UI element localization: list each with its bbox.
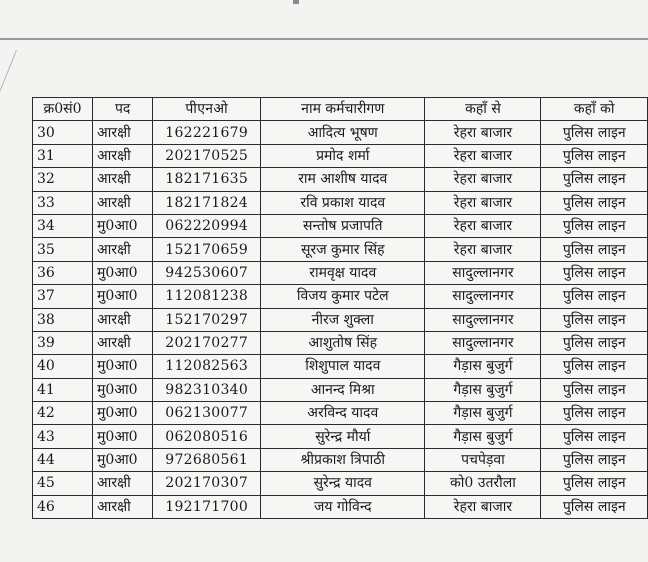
cell-post: आरक्षी <box>93 331 153 354</box>
cell-pno: 152170297 <box>153 308 261 331</box>
cell-pno: 182171824 <box>153 191 261 214</box>
table-row <box>33 191 648 214</box>
cell-pno: 202170307 <box>153 472 261 495</box>
table-row <box>33 472 648 495</box>
cell-name: रामवृक्ष यादव <box>261 261 425 284</box>
header-serial: क्र0सं0 <box>33 98 93 121</box>
cell-pno: 112082563 <box>153 355 261 378</box>
table-row <box>33 168 648 191</box>
cell-name: राम आशीष यादव <box>261 168 425 191</box>
cell-serial: 37 <box>33 285 93 308</box>
cell-serial: 39 <box>33 331 93 354</box>
cell-post: आरक्षी <box>93 191 153 214</box>
cell-from: गैड़ास बुजुर्ग <box>425 402 541 425</box>
cell-to: पुलिस लाइन <box>541 495 648 518</box>
cell-to: पुलिस लाइन <box>541 425 648 448</box>
table-row <box>33 495 648 518</box>
cell-post: आरक्षी <box>93 144 153 167</box>
cell-name: श्रीप्रकाश त्रिपाठी <box>261 448 425 471</box>
cell-name: जय गोविन्द <box>261 495 425 518</box>
cell-to: पुलिस लाइन <box>541 144 648 167</box>
cell-pno: 162221679 <box>153 121 261 144</box>
transfer-list-sheet <box>32 97 648 519</box>
cell-serial: 38 <box>33 308 93 331</box>
cell-post: आरक्षी <box>93 121 153 144</box>
cell-name: विजय कुमार पटेल <box>261 285 425 308</box>
cell-to: पुलिस लाइन <box>541 238 648 261</box>
cell-name: सन्तोष प्रजापति <box>261 214 425 237</box>
table-row <box>33 308 648 331</box>
table-row <box>33 238 648 261</box>
table-row <box>33 285 648 308</box>
cell-from: रेहरा बाजार <box>425 144 541 167</box>
table-header-row <box>33 98 648 121</box>
cell-pno: 062080516 <box>153 425 261 448</box>
cell-from: रेहरा बाजार <box>425 191 541 214</box>
cell-from: गैड़ास बुजुर्ग <box>425 355 541 378</box>
table-row <box>33 378 648 401</box>
cell-serial: 43 <box>33 425 93 448</box>
cell-serial: 42 <box>33 402 93 425</box>
cell-pno: 972680561 <box>153 448 261 471</box>
cell-name: अरविन्द यादव <box>261 402 425 425</box>
cell-serial: 36 <box>33 261 93 284</box>
table-row <box>33 402 648 425</box>
cell-post: मु0आ0 <box>93 355 153 378</box>
cell-serial: 41 <box>33 378 93 401</box>
cell-pno: 062130077 <box>153 402 261 425</box>
cell-name: सुरेन्द्र मौर्या <box>261 425 425 448</box>
cell-serial: 46 <box>33 495 93 518</box>
cell-name: आशुतोष सिंह <box>261 331 425 354</box>
cell-post: मु0आ0 <box>93 378 153 401</box>
cell-from: गैड़ास बुजुर्ग <box>425 425 541 448</box>
cell-serial: 31 <box>33 144 93 167</box>
page-edge-mark <box>293 0 299 4</box>
cell-serial: 44 <box>33 448 93 471</box>
cell-post: आरक्षी <box>93 495 153 518</box>
table-row <box>33 121 648 144</box>
cell-serial: 45 <box>33 472 93 495</box>
cell-to: पुलिस लाइन <box>541 308 648 331</box>
cell-post: मु0आ0 <box>93 402 153 425</box>
cell-to: पुलिस लाइन <box>541 331 648 354</box>
cell-from: रेहरा बाजार <box>425 214 541 237</box>
cell-post: आरक्षी <box>93 238 153 261</box>
cell-from: रेहरा बाजार <box>425 238 541 261</box>
cell-from: रेहरा बाजार <box>425 168 541 191</box>
cell-name: रवि प्रकाश यादव <box>261 191 425 214</box>
table-row <box>33 144 648 167</box>
cell-serial: 35 <box>33 238 93 261</box>
cell-name: सूरज कुमार सिंह <box>261 238 425 261</box>
cell-to: पुलिस लाइन <box>541 214 648 237</box>
table-row <box>33 214 648 237</box>
cell-post: आरक्षी <box>93 472 153 495</box>
cell-pno: 062220994 <box>153 214 261 237</box>
cell-post: मु0आ0 <box>93 261 153 284</box>
cell-to: पुलिस लाइन <box>541 472 648 495</box>
cell-serial: 40 <box>33 355 93 378</box>
cell-name: आनन्द मिश्रा <box>261 378 425 401</box>
cell-to: पुलिस लाइन <box>541 121 648 144</box>
cell-pno: 112081238 <box>153 285 261 308</box>
cell-pno: 982310340 <box>153 378 261 401</box>
cell-pno: 152170659 <box>153 238 261 261</box>
cell-serial: 34 <box>33 214 93 237</box>
header-to: कहाँ को <box>541 98 648 121</box>
cell-to: पुलिस लाइन <box>541 191 648 214</box>
header-post: पद <box>93 98 153 121</box>
cell-pno: 182171635 <box>153 168 261 191</box>
table-row <box>33 261 648 284</box>
table-row <box>33 355 648 378</box>
cell-from: सादुल्लानगर <box>425 308 541 331</box>
cell-from: गैड़ास बुजुर्ग <box>425 378 541 401</box>
cell-post: मु0आ0 <box>93 214 153 237</box>
cell-to: पुलिस लाइन <box>541 402 648 425</box>
cell-name: शिशुपाल यादव <box>261 355 425 378</box>
cell-from: रेहरा बाजार <box>425 121 541 144</box>
table-row <box>33 425 648 448</box>
cell-from: सादुल्लानगर <box>425 261 541 284</box>
cell-pno: 942530607 <box>153 261 261 284</box>
cell-post: मु0आ0 <box>93 448 153 471</box>
cell-serial: 30 <box>33 121 93 144</box>
cell-post: आरक्षी <box>93 168 153 191</box>
cell-to: पुलिस लाइन <box>541 378 648 401</box>
cell-to: पुलिस लाइन <box>541 261 648 284</box>
cell-name: आदित्य भूषण <box>261 121 425 144</box>
header-from: कहाँ से <box>425 98 541 121</box>
table-row <box>33 448 648 471</box>
cell-pno: 202170277 <box>153 331 261 354</box>
cell-post: आरक्षी <box>93 308 153 331</box>
cell-to: पुलिस लाइन <box>541 168 648 191</box>
table-body <box>33 121 648 519</box>
table-row <box>33 331 648 354</box>
cell-to: पुलिस लाइन <box>541 355 648 378</box>
cell-to: पुलिस लाइन <box>541 448 648 471</box>
cell-from: सादुल्लानगर <box>425 285 541 308</box>
cell-from: सादुल्लानगर <box>425 331 541 354</box>
cell-from: पचपेड़वा <box>425 448 541 471</box>
cell-from: को0 उतरौला <box>425 472 541 495</box>
header-rule <box>0 38 648 40</box>
cell-name: नीरज शुक्ला <box>261 308 425 331</box>
header-name: नाम कर्मचारीगण <box>261 98 425 121</box>
cell-pno: 202170525 <box>153 144 261 167</box>
cell-serial: 32 <box>33 168 93 191</box>
cell-pno: 192171700 <box>153 495 261 518</box>
cell-post: मु0आ0 <box>93 425 153 448</box>
header-pno: पीएनओ <box>153 98 261 121</box>
cell-from: रेहरा बाजार <box>425 495 541 518</box>
cell-to: पुलिस लाइन <box>541 285 648 308</box>
cell-name: सुरेन्द्र यादव <box>261 472 425 495</box>
pen-stroke <box>0 50 17 106</box>
cell-post: मु0आ0 <box>93 285 153 308</box>
cell-name: प्रमोद शर्मा <box>261 144 425 167</box>
cell-serial: 33 <box>33 191 93 214</box>
transfer-table <box>32 97 648 519</box>
